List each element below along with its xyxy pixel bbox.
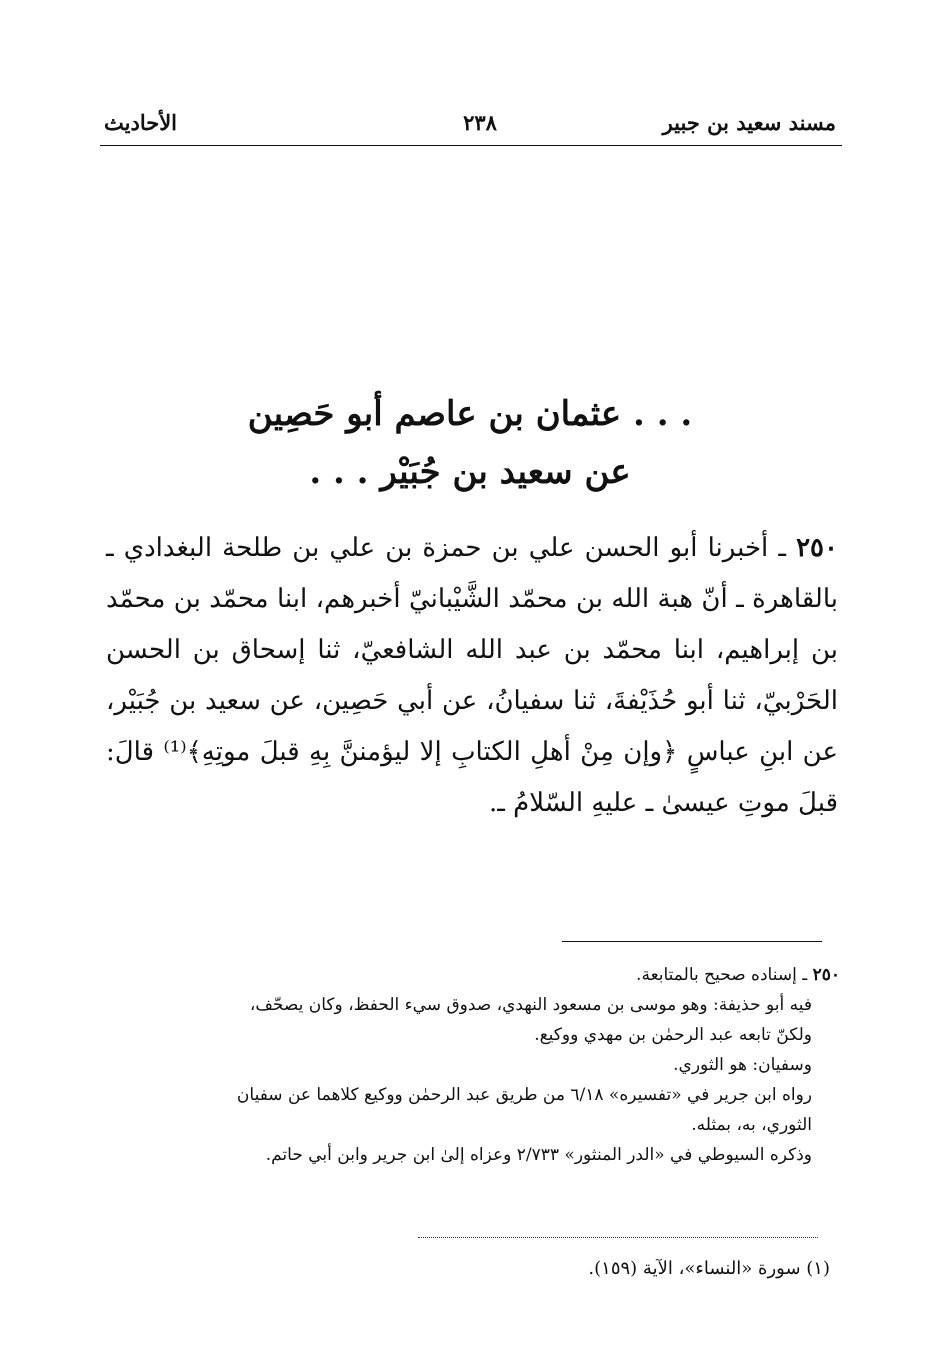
- verse-reference-footnote: (١) سورة «النساء»، الآية (١٥٩).: [588, 1258, 830, 1279]
- commentary-line: فيه أبو حذيفة: وهو موسى بن مسعود النهدي، صدوق سيء الحفظ، وكان يصحّف،: [249, 995, 812, 1015]
- page-number: ٢٣٨: [463, 110, 497, 135]
- book-title: مسند سعيد بن جبير: [662, 110, 836, 135]
- commentary-line: رواه ابن جرير في «تفسيره» ٦/١٨ من طريق عبد الرحمٰن ووكيع كلاهما عن سفيان: [236, 1085, 812, 1105]
- chapter-title: الأحاديث: [104, 110, 178, 135]
- hadith-text: [106, 523, 838, 829]
- commentary-number: ٢٥٠: [812, 965, 840, 985]
- header-rule: [100, 145, 842, 146]
- section-heading-line-2: عن سعيد بن جُبَيْر . . .: [309, 452, 631, 492]
- footnote-dotted-separator: [418, 1237, 818, 1238]
- section-heading: [100, 385, 840, 501]
- commentary-footnote: [106, 960, 840, 1170]
- commentary-text: ـ إسناده صحيح بالمتابعة.: [636, 965, 813, 985]
- running-header: [100, 110, 840, 150]
- commentary-line: الثوري، به، بمثله.: [691, 1115, 812, 1135]
- footnote-separator: [562, 941, 822, 942]
- section-heading-line-1: . . . عثمان بن عاصم أبو حَصِين: [247, 394, 693, 434]
- commentary-line: [106, 960, 840, 990]
- commentary-line: وذكره السيوطي في «الدر المنثور» ٢/٧٣٣ وعزاه إلىٰ ابن جرير وابن أبي حاتم.: [265, 1145, 812, 1165]
- commentary-line: وسفيان: هو الثوري.: [673, 1055, 812, 1075]
- hadith-number: ٢٥٠: [796, 533, 838, 563]
- commentary-line: ولكنّ تابعه عبد الرحمٰن بن مهدي ووكيع.: [534, 1025, 812, 1045]
- hadith-body: ـ أخبرنا أبو الحسن علي بن حمزة بن علي بن طلحة البغدادي ـ بالقاهرة ـ أنّ هبة الله بن محمّد الشَّيْبانيّ أخبرهم، ابنا محمّد بن محمّد بن إبراهيم، ابنا محمّد بن عبد الله الشافعيّ، ثنا إسحاق بن الحسن الحَرْبيّ، ثنا أبو حُذَيْفةَ، ثنا سفيانُ، عن أبي حَصِين، عن سعيد بن جُبَيْر، عن ابنِ عباسٍ ﴿وإن مِنْ أهلِ الكتابِ إلا ليؤمننَّ بِهِ قبلَ موتِهِ﴾⁽¹⁾ قالَ: قبلَ موتِ عيسىٰ ـ عليهِ السّلامُ ـ.: [106, 533, 838, 818]
